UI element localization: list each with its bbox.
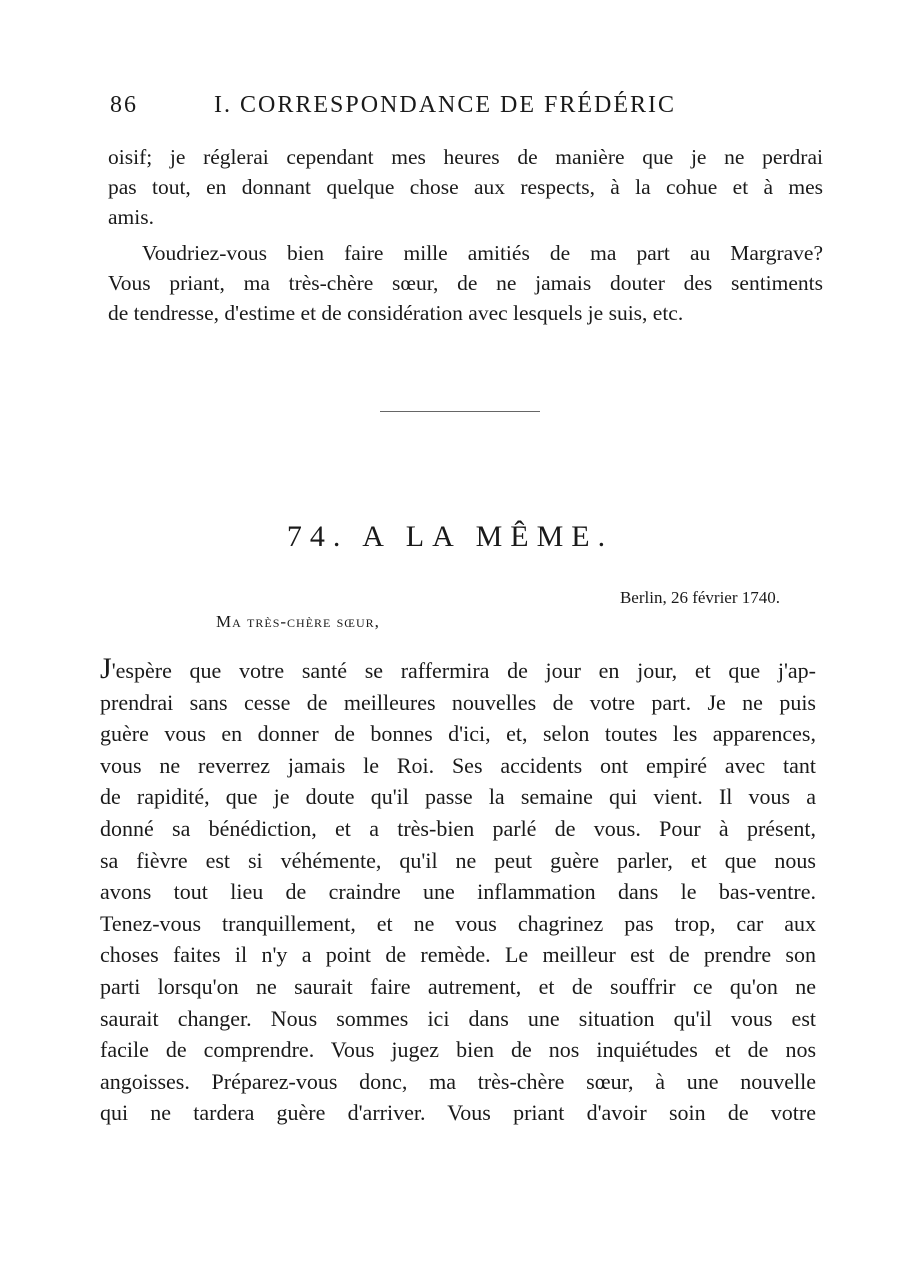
section-divider [380, 411, 540, 412]
text-line: parti lorsqu'on ne saurait faire autrement, et de souffrir ce qu'on ne [100, 973, 816, 999]
text-line [100, 652, 816, 687]
letter-salutation: Ma très-chère sœur, [216, 612, 380, 631]
page-number: 86 [110, 92, 138, 118]
text-line: donné sa bénédiction, et a très-bien parlé de vous. Pour à présent, [100, 815, 816, 841]
text-line: Vous priant, ma très-chère sœur, de ne jamais douter des sentiments [108, 271, 823, 295]
text-line: oisif; je réglerai cependant mes heures de manière que je ne perdrai [108, 145, 823, 169]
letter-title: 74. A LA MÊME. [286, 520, 614, 553]
text-line: vous ne reverrez jamais le Roi. Ses accidents ont empiré avec tant [100, 752, 816, 778]
running-title: I. CORRESPONDANCE DE FRÉDÉRIC [214, 92, 677, 118]
running-head [110, 92, 720, 124]
text-line: de rapidité, que je doute qu'il passe la semaine qui vient. Il vous a [100, 784, 816, 810]
text-line: Tenez-vous tranquillement, et ne vous chagrinez pas trop, car aux [100, 910, 816, 936]
text-line: amis. [108, 205, 154, 229]
text-line: Voudriez-vous bien faire mille amitiés de ma part au Margrave? [142, 241, 823, 265]
initial-letter: J [100, 652, 112, 685]
text-line: guère vous en donner de bonnes d'ici, et, selon toutes les apparences, [100, 721, 816, 747]
previous-letter-paragraph-1 [108, 142, 823, 232]
text-line: qui ne tardera guère d'arriver. Vous priant d'avoir soin de votre [100, 1100, 816, 1126]
text-line: facile de comprendre. Vous jugez bien de nos inquiétudes et de nos [100, 1037, 816, 1063]
text-line: prendrai sans cesse de meilleures nouvelles de votre part. Je ne puis [100, 689, 816, 715]
letter-dateline: Berlin, 26 février 1740. [619, 588, 780, 607]
text-line: saurait changer. Nous sommes ici dans une situation qu'il vous est [100, 1005, 816, 1031]
text-line: choses faites il n'y a point de remède. Le meilleur est de prendre son [100, 942, 816, 968]
previous-letter-paragraph-2 [108, 238, 823, 328]
text-line: de tendresse, d'estime et de considération avec lesquels je suis, etc. [108, 301, 684, 325]
text-line: avons tout lieu de craindre une inflammation dans le bas-ventre. [100, 879, 816, 905]
text-line: sa fièvre est si véhémente, qu'il ne peut guère parler, et que nous [100, 847, 816, 873]
text-line: pas tout, en donnant quelque chose aux respects, à la cohue et à mes [108, 175, 823, 199]
letter-body [100, 652, 816, 1129]
text-line: angoisses. Préparez-vous donc, ma très-chère sœur, à une nouvelle [100, 1068, 816, 1094]
text-line-rest: 'espère que votre santé se raffermira de jour en jour, et que j'ap- [111, 658, 816, 683]
